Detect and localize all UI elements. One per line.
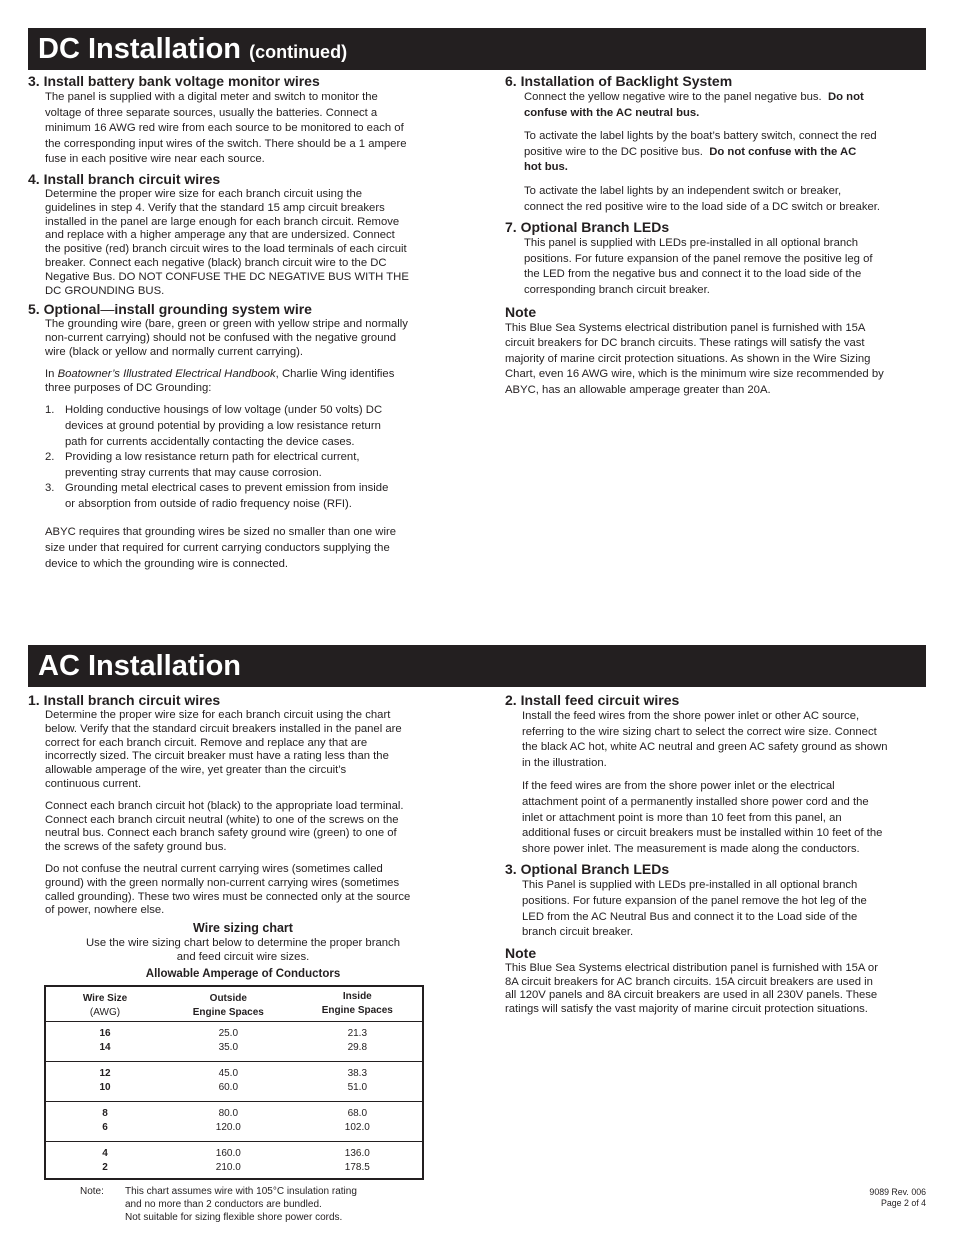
dc-right-column (505, 73, 930, 399)
revision-label: 9089 Rev. 006 (869, 1187, 926, 1197)
text-line: incorrectly sized. The circuit breaker must have a rating less than the (45, 750, 389, 763)
cell-awg: 4 2 (45, 1142, 164, 1180)
column-header: Outside Engine Spaces (192, 992, 264, 1018)
page-number: Page 2 of 4 (881, 1198, 926, 1208)
text-line: connect the red positive wire to the load side of a DC switch or breaker. (524, 200, 881, 213)
text-line: This chart assumes wire with 105°C insulation rating (125, 1186, 357, 1198)
text-line: DC GROUNDING BUS. (45, 284, 165, 297)
text-line: Grounding metal electrical cases to prevent emission from inside (65, 482, 389, 495)
dc-step7-body (505, 236, 930, 298)
text-line: ratings will satisfy the vast majority of marine circuit protection situations. (505, 1003, 868, 1016)
text-line: below. Verify that the standard circuit breakers installed in the panel are (45, 722, 402, 735)
text-line: positions. For future expansion of the panel remove the hot leg of the (522, 894, 867, 907)
ac-title: AC Installation (38, 650, 242, 682)
text-line: the positive (red) branch circuit wires to the load terminals of each circuit (45, 243, 407, 256)
warning-text: hot bus. (524, 161, 568, 174)
text-line: the screws of the safety ground bus. (45, 841, 227, 854)
dc-step3-heading: 3. Install battery bank voltage monitor wires (28, 73, 320, 89)
chart-note (80, 1185, 458, 1224)
dc-step5-heading (28, 301, 458, 318)
ac-title-bar (28, 645, 926, 687)
list-item (28, 403, 458, 450)
text-line: 8A circuit breakers for AC branch circuits. 15A circuit breakers are used in (505, 975, 873, 988)
text-line (524, 145, 930, 161)
text-line: devices at ground potential by providing a low resistance return (65, 419, 381, 432)
cell-inside: 68.0 102.0 (293, 1102, 423, 1142)
text-line: three purposes of DC Grounding: (45, 381, 212, 394)
text-line: the LED from the negative bus and connect it to the load side of the (524, 268, 862, 281)
cell-outside: 160.0 210.0 (164, 1142, 293, 1180)
cell-outside: 45.0 60.0 (164, 1062, 293, 1102)
dc-step6-heading: 6. Installation of Backlight System (505, 73, 733, 89)
wire-sizing-table (44, 985, 424, 1180)
text-line: Determine the proper wire size for each branch circuit using the (45, 187, 363, 200)
text-line: device to which the grounding wire is connected. (45, 557, 289, 570)
dc-note-heading: Note (505, 303, 537, 320)
text-line: To activate the label lights by an independent switch or breaker, (524, 184, 842, 197)
dc-step4-body (28, 188, 458, 298)
heading-part: 5. Optional (28, 301, 101, 318)
text-line: the black AC hot, white AC neutral and green AC safety ground as shown (522, 741, 888, 754)
text-line: The grounding wire (bare, green or green with yellow stripe and normally (45, 318, 408, 331)
citation-line (45, 368, 458, 382)
text-line: This Blue Sea Systems electrical distribution panel is furnished with 15A or (505, 961, 878, 974)
text-line: Negative Bus. DO NOT CONFUSE THE DC NEGATIVE BUS WITH THE (45, 270, 409, 283)
wire-sizing-chart (28, 921, 458, 983)
text-line: inlet or attachment point is more than 10 feet from this panel, an (522, 811, 842, 824)
grounding-purposes-list (28, 403, 458, 512)
text-line: ABYC requires that grounding wires be sized no smaller than one wire (45, 526, 397, 539)
cell-outside: 80.0 120.0 (164, 1102, 293, 1142)
text-line: correct for each branch circuit. Remove and replace any that are (45, 736, 368, 749)
ac-step2-heading: 2. Install feed circuit wires (505, 692, 680, 708)
list-item (28, 450, 458, 481)
list-number: 3. (45, 482, 55, 495)
column-header: Wire Size (AWG) (82, 992, 128, 1018)
ac-right-column (505, 692, 930, 1017)
text-line: This panel is supplied with LEDs pre-installed in all optional branch (524, 237, 859, 250)
text-line: wire (black or yellow and normally current carrying). (45, 345, 304, 358)
table-title: Allowable Amperage of Conductors (145, 968, 341, 981)
table-row (45, 1022, 423, 1062)
column-header: Inside Engine Spaces (321, 991, 393, 1017)
chart-heading: Wire sizing chart (193, 921, 293, 936)
table-row (45, 1102, 423, 1142)
text-line: Providing a low resistance return path for electrical current, (65, 451, 360, 464)
cite-text: , Charlie Wing identifies (275, 367, 395, 380)
dc-note-body (505, 321, 930, 399)
cell-outside: 25.0 35.0 (164, 1022, 293, 1062)
list-number: 1. (45, 404, 55, 417)
text-line: Do not confuse the neutral current carrying wires (sometimes called (45, 862, 383, 875)
text-line: voltage of three separate sources, usually the batteries. Connect a (45, 106, 378, 119)
text-line: attachment point of a permanently installed shore power cord and the (522, 795, 869, 808)
cell-awg: 8 6 (45, 1102, 164, 1142)
table-row (45, 1142, 423, 1180)
text-line: Not suitable for sizing flexible shore power cords. (125, 1212, 343, 1224)
ac-note-heading: Note (505, 944, 537, 961)
text-line: called grounding). These two wires must be connected only at the source (45, 890, 411, 903)
list-item (28, 481, 458, 512)
text-line: in the illustration. (522, 756, 607, 769)
cell-inside: 136.0 178.5 (293, 1142, 423, 1180)
ac-step2-body (505, 709, 930, 857)
text-line: neutral bus. Connect each branch safety ground wire (green) to one of (45, 827, 397, 840)
text-line: path for currents accidentally contacting the device cases. (65, 435, 355, 448)
text-line: all 120V panels and 8A circuit breakers are used in all 230V panels. These (505, 989, 878, 1002)
text-line: of power, nowhere else. (45, 904, 165, 917)
warning-text: Do not confuse with the AC (709, 145, 857, 158)
text-line: Connect each branch circuit neutral (white) to one of the screws on the (45, 813, 399, 826)
ac-step1-heading: 1. Install branch circuit wires (28, 692, 221, 708)
dc-step5-body (28, 318, 458, 395)
dc-step7-heading: 7. Optional Branch LEDs (505, 219, 670, 236)
cell-inside: 21.3 29.8 (293, 1022, 423, 1062)
dc-step3-body (28, 90, 458, 168)
book-title: Boatowner’s Illustrated Electrical Handbook (57, 367, 276, 380)
ac-step3-heading: 3. Optional Branch LEDs (505, 861, 670, 878)
cell-awg: 16 14 (45, 1022, 164, 1062)
text-line (524, 90, 930, 106)
text-line: and no more than 2 conductors are bundled. (125, 1199, 322, 1211)
heading-dash: — (100, 301, 115, 318)
text-line: corresponding branch circuit breaker. (524, 283, 710, 296)
text-line: minimum 16 AWG red wire from each source to be monitored to each of (45, 122, 404, 135)
text-part: Connect the yellow negative wire to the panel negative bus. (524, 91, 822, 103)
text-line: Connect each branch circuit hot (black) to the appropriate load terminal. (45, 799, 404, 812)
text-line: or absorption from outside of radio frequency noise (RFI). (65, 497, 352, 510)
text-line: ABYC, has an allowable amperage greater than 20A. (505, 383, 771, 396)
cite-text: In (45, 367, 58, 380)
ac-step1-body (28, 709, 458, 918)
table-row (45, 1062, 423, 1102)
text-line: size under that required for current carrying conductors supplying the (45, 542, 390, 555)
text-line: Chart, even 16 AWG wire, which is the minimum wire size recommended by (505, 368, 884, 381)
text-line: additional fuses or circuit breakers must be installed within 10 feet of the (522, 827, 883, 840)
dc-title-suffix: (continued) (249, 42, 348, 62)
dc-step4-heading: 4. Install branch circuit wires (28, 170, 221, 187)
text-line: shore power inlet. The measurement is made along the conductors. (522, 842, 860, 855)
text-line: The panel is supplied with a digital meter and switch to monitor the (45, 91, 378, 103)
text-line: To activate the label lights by the boat’s battery switch, connect the red (524, 130, 877, 143)
text-line: continuous current. (45, 777, 142, 790)
text-line: ground) with the green normally non-current carrying wires (sometimes (45, 876, 400, 889)
text-line: circuit breakers for DC branch circuits. These ratings will satisfy the vast (505, 337, 865, 350)
dc-title: DC Installation (38, 33, 242, 65)
warning-text: confuse with the AC neutral bus. (524, 106, 700, 119)
text-line: This Panel is supplied with LEDs pre-installed in all optional branch (522, 879, 858, 892)
text-line: LED from the AC Neutral Bus and connect it to the Load side of the (522, 910, 858, 923)
text-line: the corresponding input wires of the switch. There should be a 1 ampere (45, 137, 407, 150)
text-line: Use the wire sizing chart below to determine the proper branch (86, 937, 400, 950)
text-line: majority of marine circit protection situations. As shown in the Wire Sizing (505, 352, 871, 365)
text-line: non-current carrying) should not be confused with the negative ground (45, 332, 397, 345)
heading-part: install grounding system wire (114, 301, 312, 318)
text-line: installed in the panel are large enough for each branch circuit. Remove (45, 215, 400, 228)
text-line: Holding conductive housings of low voltage (under 50 volts) DC (65, 404, 383, 417)
text-line: Install the feed wires from the shore power inlet or other AC source, (522, 710, 860, 722)
dc-left-column (28, 73, 458, 572)
abyc-paragraph (28, 525, 458, 572)
ac-left-column (28, 692, 458, 1224)
text-line: This Blue Sea Systems electrical distribution panel is furnished with 15A (505, 321, 866, 334)
note-label: Note: (80, 1186, 104, 1198)
cell-awg: 12 10 (45, 1062, 164, 1102)
text-line: positions. For future expansion of the panel remove the positive leg of (524, 252, 873, 265)
text-line: allowable amperage of the wire, yet greater than the circuit’s (45, 764, 347, 777)
text-part: positive wire to the DC positive bus. (524, 145, 703, 158)
text-line: fuse in each positive wire near each source. (45, 153, 265, 166)
text-line: breaker. Connect each negative (black) branch circuit wire to the DC (45, 256, 387, 269)
text-line: referring to the wire sizing chart to select the correct wire size. Connect (522, 725, 877, 738)
warning-text: Do not (827, 91, 864, 103)
table-header-row (45, 986, 423, 1022)
text-line: Determine the proper wire size for each branch circuit using the chart (45, 709, 391, 721)
text-line: branch circuit breaker. (522, 926, 634, 939)
ac-step3-body (505, 878, 930, 940)
text-line: preventing stray currents that may cause corrosion. (65, 466, 322, 479)
list-number: 2. (45, 451, 55, 464)
cell-inside: 38.3 51.0 (293, 1062, 423, 1102)
text-line: and replace with a higher amperage any that are undersized. Connect (45, 229, 395, 242)
text-line: and feed circuit wire sizes. (176, 951, 310, 964)
text-line: guidelines in step 4. Verify that the standard 15 amp circuit breakers (45, 201, 385, 214)
text-line: If the feed wires are from the shore power inlet or the electrical (522, 780, 835, 793)
dc-step6-body (505, 90, 930, 215)
ac-note-body (505, 962, 930, 1017)
page-footer (869, 1187, 926, 1209)
dc-title-bar (28, 28, 926, 70)
